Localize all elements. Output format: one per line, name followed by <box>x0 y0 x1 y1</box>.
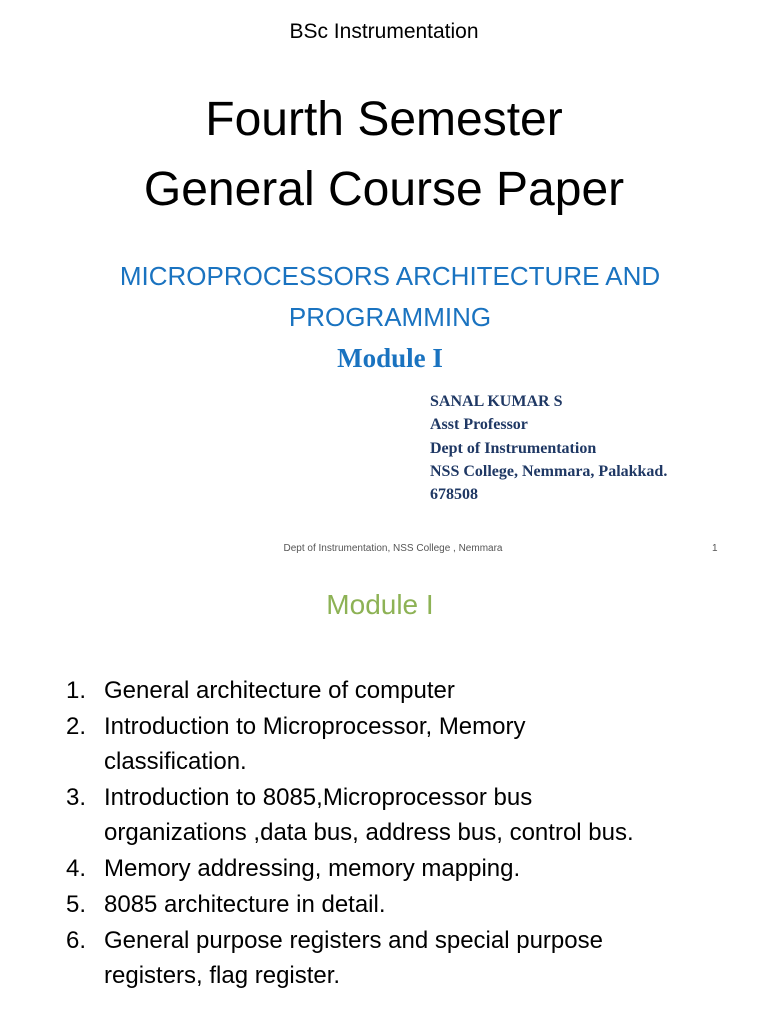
author-block <box>430 390 667 506</box>
subject-line-2: PROGRAMMING <box>288 302 492 332</box>
contents-slide <box>0 565 768 1024</box>
item-number: 6. <box>66 927 87 954</box>
item-number: 3. <box>66 784 87 811</box>
list-item <box>66 673 646 708</box>
item-number: 2. <box>66 713 87 740</box>
title-line-1: Fourth Semester <box>205 93 563 146</box>
list-item <box>66 923 646 993</box>
slide-footer: Dept of Instrumentation, NSS College , Nemmara <box>283 543 503 554</box>
author-pin: 678508 <box>430 486 478 504</box>
author-designation: Asst Professor <box>430 416 528 434</box>
title-line-2: General Course Paper <box>143 163 625 216</box>
slide-number: 1 <box>712 543 718 554</box>
slide-title: Module I <box>326 589 434 620</box>
item-text: General purpose registers and special purpose registers, flag register. <box>104 927 603 989</box>
subject-line-1: MICROPROCESSORS ARCHITECTURE AND <box>119 261 661 291</box>
author-name: SANAL KUMAR S <box>430 393 563 410</box>
list-item <box>66 780 646 850</box>
topic-list <box>66 673 646 994</box>
author-department: Dept of Instrumentation <box>430 439 597 457</box>
item-number: 1. <box>66 677 87 704</box>
module-label: Module I <box>337 343 443 373</box>
course-name: BSc Instrumentation <box>289 20 479 43</box>
item-text: Introduction to 8085,Microprocessor bus organizations ,data bus, address bus, control bus. <box>104 784 634 846</box>
item-text: Introduction to Microprocessor, Memory classification. <box>104 713 526 775</box>
author-college: NSS College, Nemmara, Palakkad. <box>430 462 668 480</box>
item-text: Memory addressing, memory mapping. <box>104 855 521 882</box>
list-item <box>66 887 646 922</box>
list-item <box>66 851 646 886</box>
item-text: 8085 architecture in detail. <box>104 891 386 918</box>
item-number: 4. <box>66 855 87 882</box>
item-number: 5. <box>66 891 87 918</box>
list-item <box>66 709 646 779</box>
item-text: General architecture of computer <box>104 677 455 704</box>
